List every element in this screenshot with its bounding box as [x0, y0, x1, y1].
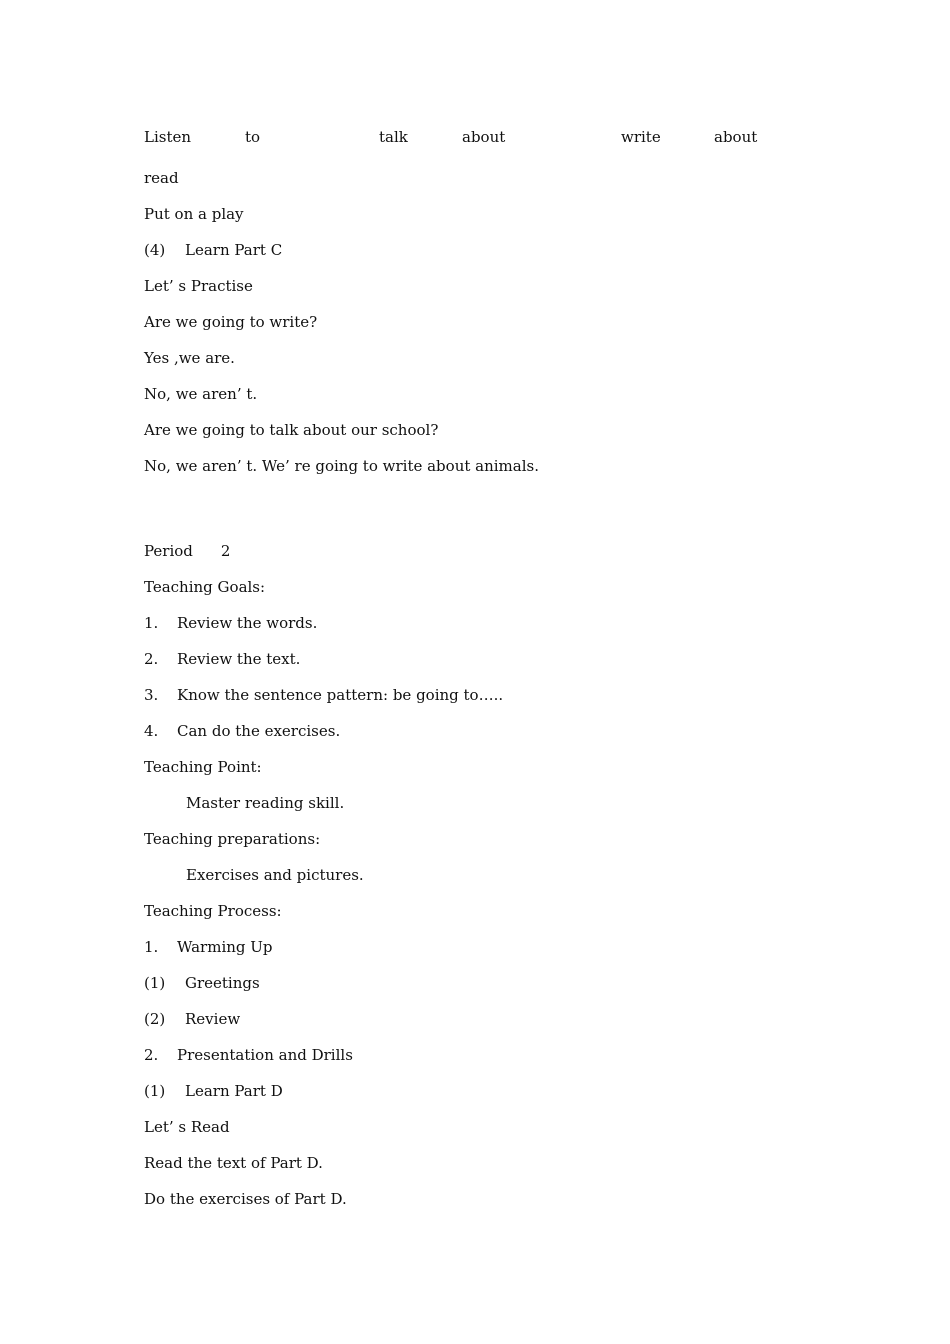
text-line: Read the text of Part D.: [144, 1154, 323, 1172]
list-number: 1.: [144, 938, 159, 956]
list-number: (1): [144, 1082, 166, 1100]
text-line: No, we aren’ t.: [144, 385, 258, 403]
list-number: (1): [144, 974, 166, 992]
goal-item: [144, 686, 503, 704]
list-text: Presentation and Drills: [177, 1046, 353, 1064]
text-line: Let’ s Read: [144, 1118, 230, 1136]
list-text: Know the sentence pattern: be going to…..: [177, 686, 504, 704]
list-number: 2.: [144, 650, 159, 668]
activity-word-to: to: [245, 128, 261, 146]
teaching-process-heading: Teaching Process:: [144, 902, 282, 920]
text-line: Are we going to talk about our school?: [144, 421, 439, 439]
text-line: Do the exercises of Part D.: [144, 1190, 347, 1208]
period-number: 2: [220, 542, 231, 560]
text-line: Let’ s Practise: [144, 277, 253, 295]
process-step: [144, 938, 273, 956]
teaching-point-heading: Teaching Point:: [144, 758, 262, 776]
list-number: 3.: [144, 686, 159, 704]
process-substep: [144, 1010, 240, 1028]
goal-item: [144, 614, 317, 632]
text-line: Put on a play: [144, 205, 244, 223]
teaching-preparations-text: Exercises and pictures.: [186, 866, 364, 884]
process-substep: [144, 974, 260, 992]
goal-item: [144, 650, 300, 668]
list-text: Can do the exercises.: [177, 722, 341, 740]
list-text: Learn Part D: [185, 1082, 283, 1100]
list-number: (2): [144, 1010, 166, 1028]
period-label: Period: [144, 542, 193, 560]
process-substep: [144, 1082, 283, 1100]
text-line: Yes ,we are.: [144, 349, 235, 367]
list-number: 2.: [144, 1046, 159, 1064]
list-number: 4.: [144, 722, 159, 740]
list-number: (4): [144, 241, 166, 259]
teaching-preparations-heading: Teaching preparations:: [144, 830, 321, 848]
teaching-point-text: Master reading skill.: [186, 794, 345, 812]
list-text: Warming Up: [177, 938, 273, 956]
list-text: Review the text.: [177, 650, 301, 668]
activity-word-write: write: [621, 128, 661, 146]
list-number: 1.: [144, 614, 159, 632]
list-text: Greetings: [185, 974, 260, 992]
process-step: [144, 1046, 353, 1064]
period-heading: [144, 542, 230, 560]
list-text: Review: [185, 1010, 241, 1028]
goal-item: [144, 722, 340, 740]
list-text: Learn Part C: [185, 241, 283, 259]
text-line: Are we going to write?: [144, 313, 318, 331]
activity-word-talk: talk: [379, 128, 408, 146]
text-line: No, we aren’ t. We’ re going to write about animals.: [144, 457, 539, 475]
activity-word-about: about: [462, 128, 506, 146]
text-line: read: [144, 169, 179, 187]
learn-part-c-line: [144, 241, 282, 259]
list-text: Review the words.: [177, 614, 318, 632]
activity-word-about-2: about: [714, 128, 758, 146]
activity-word-listen: Listen: [144, 128, 192, 146]
teaching-goals-heading: Teaching Goals:: [144, 578, 266, 596]
